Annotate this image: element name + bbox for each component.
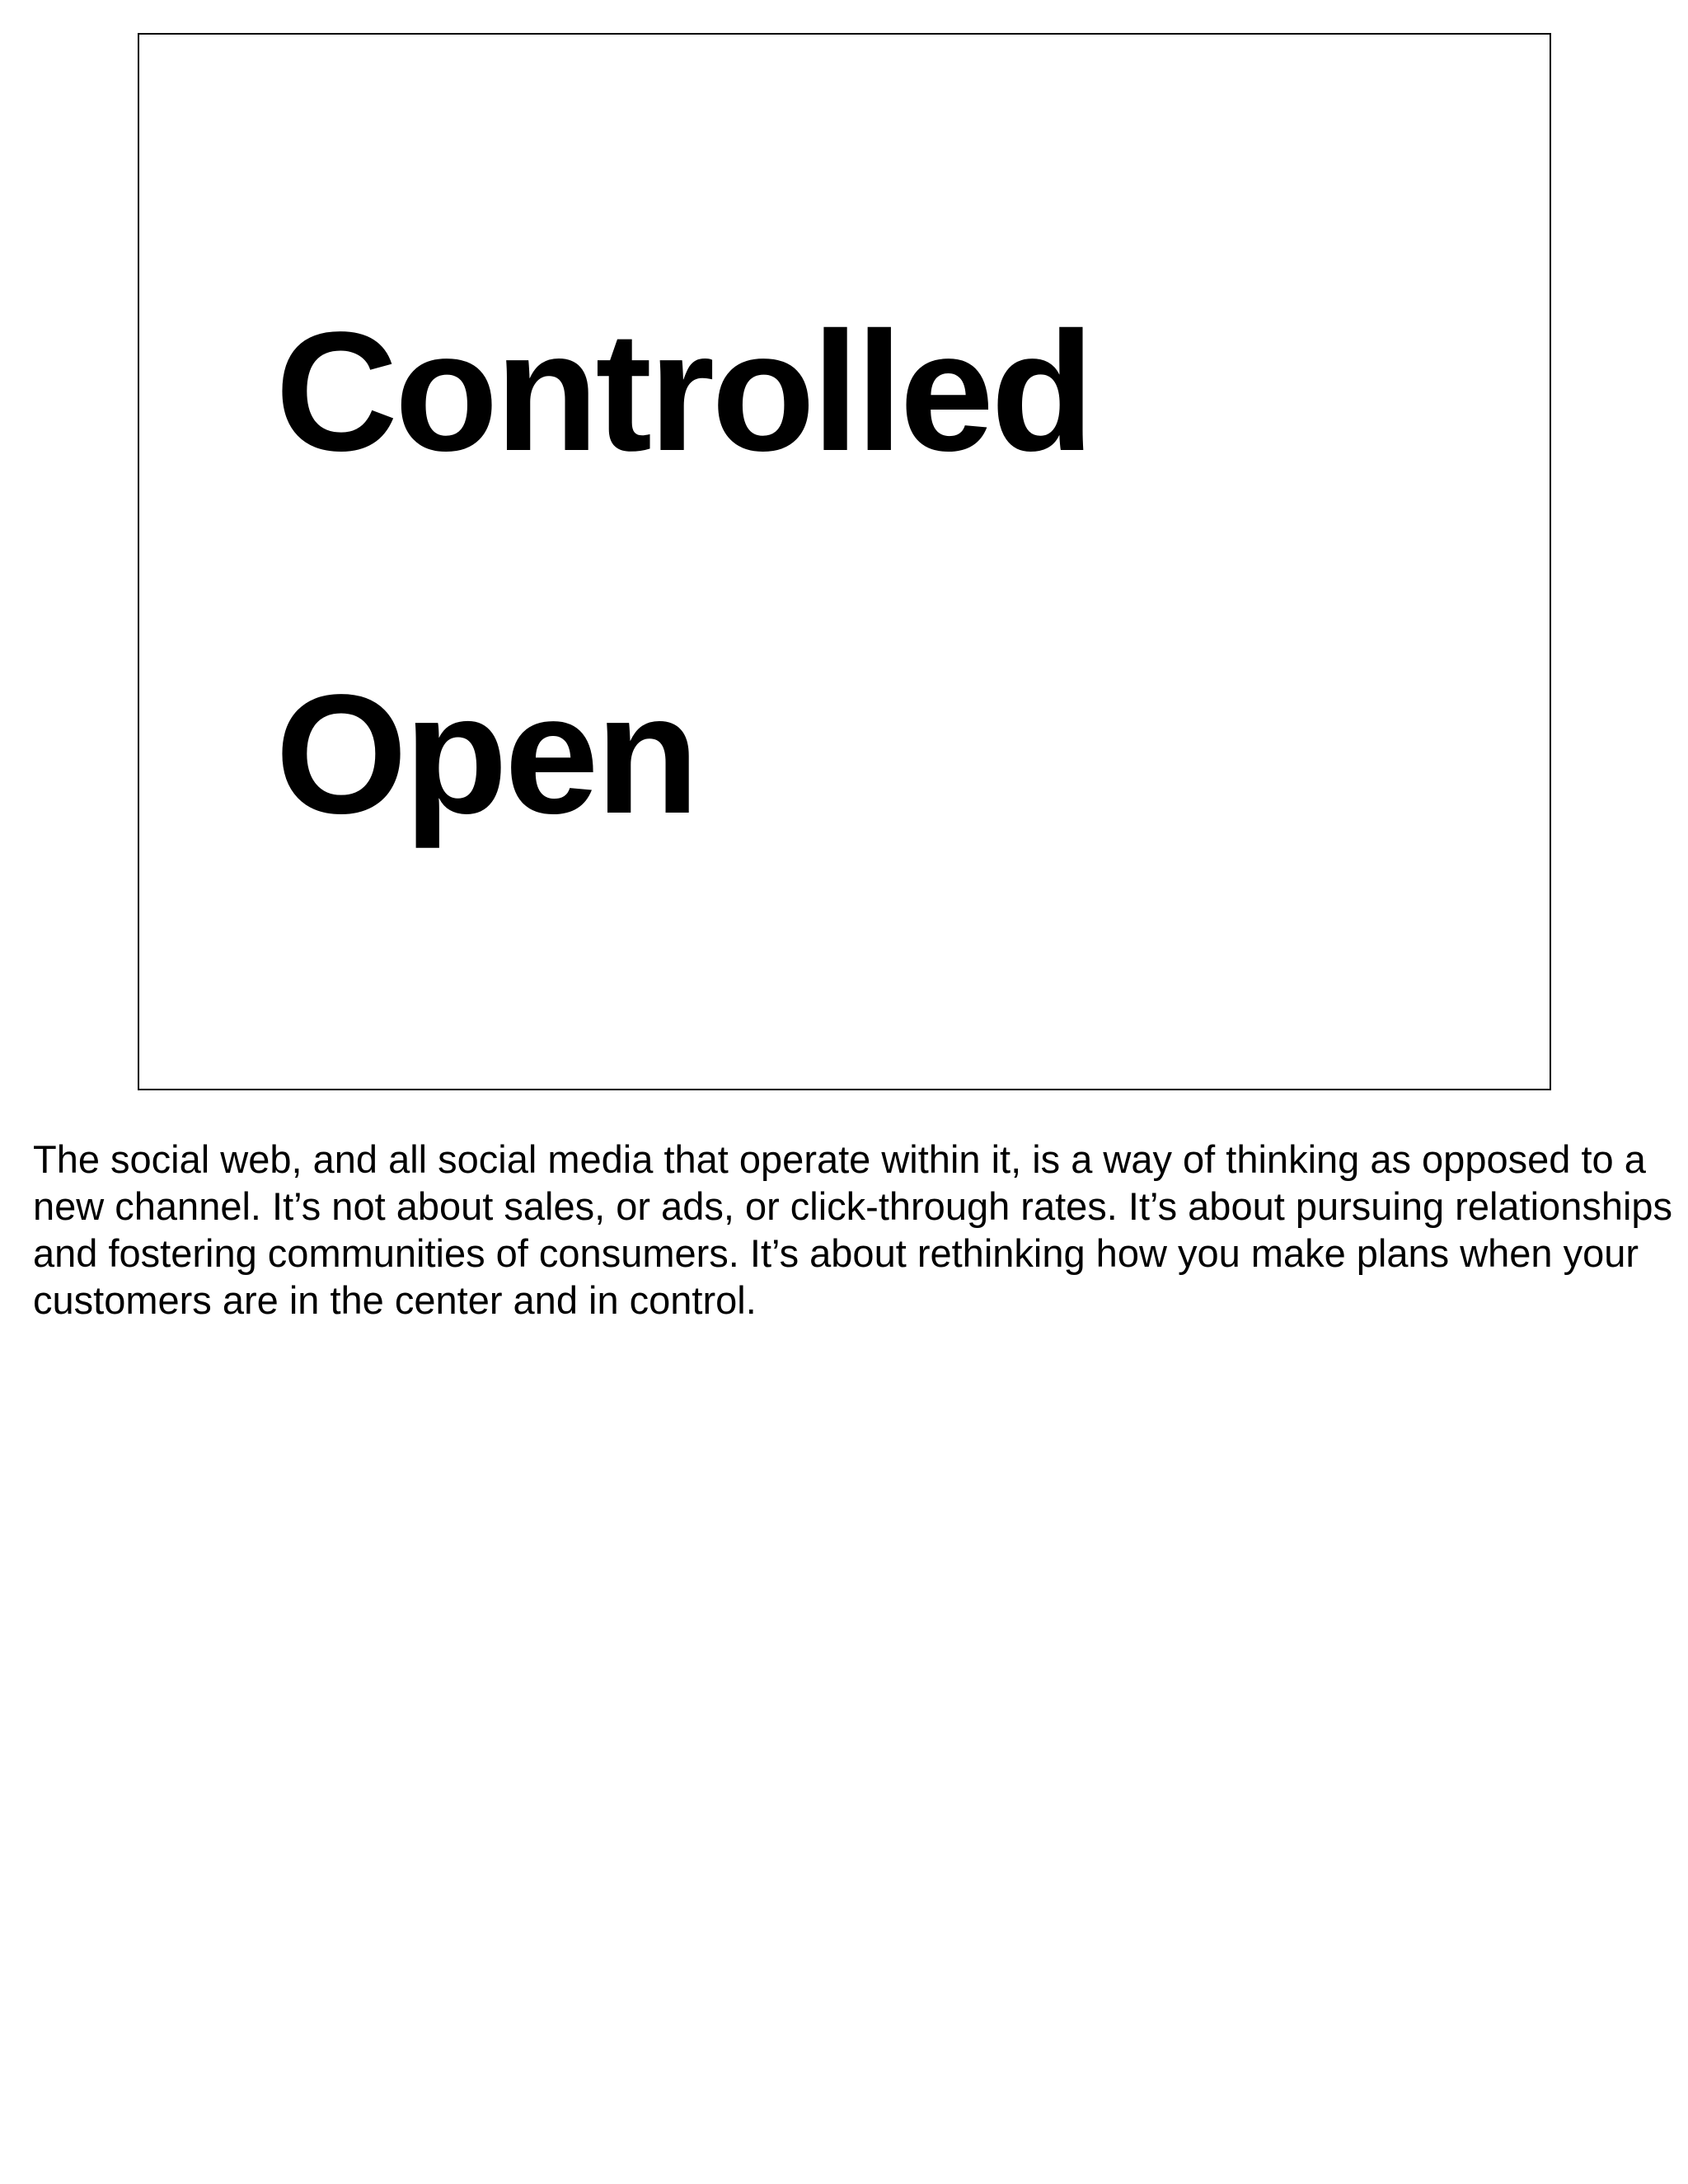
slide-frame: [138, 33, 1551, 1090]
speaker-notes: The social web, and all social media that operate within it, is a way of thinking as opposed to a new channel. It’s not about sales, or ads, or click-through rates. It’s about pursuing relationships and fostering communities of consumers. It’s about rethinking how you make plans when your customers are in the center and in control.: [33, 1137, 1673, 1322]
slide-word-open: Open: [275, 659, 696, 849]
slide-word-controlled: Controlled: [275, 297, 1091, 486]
